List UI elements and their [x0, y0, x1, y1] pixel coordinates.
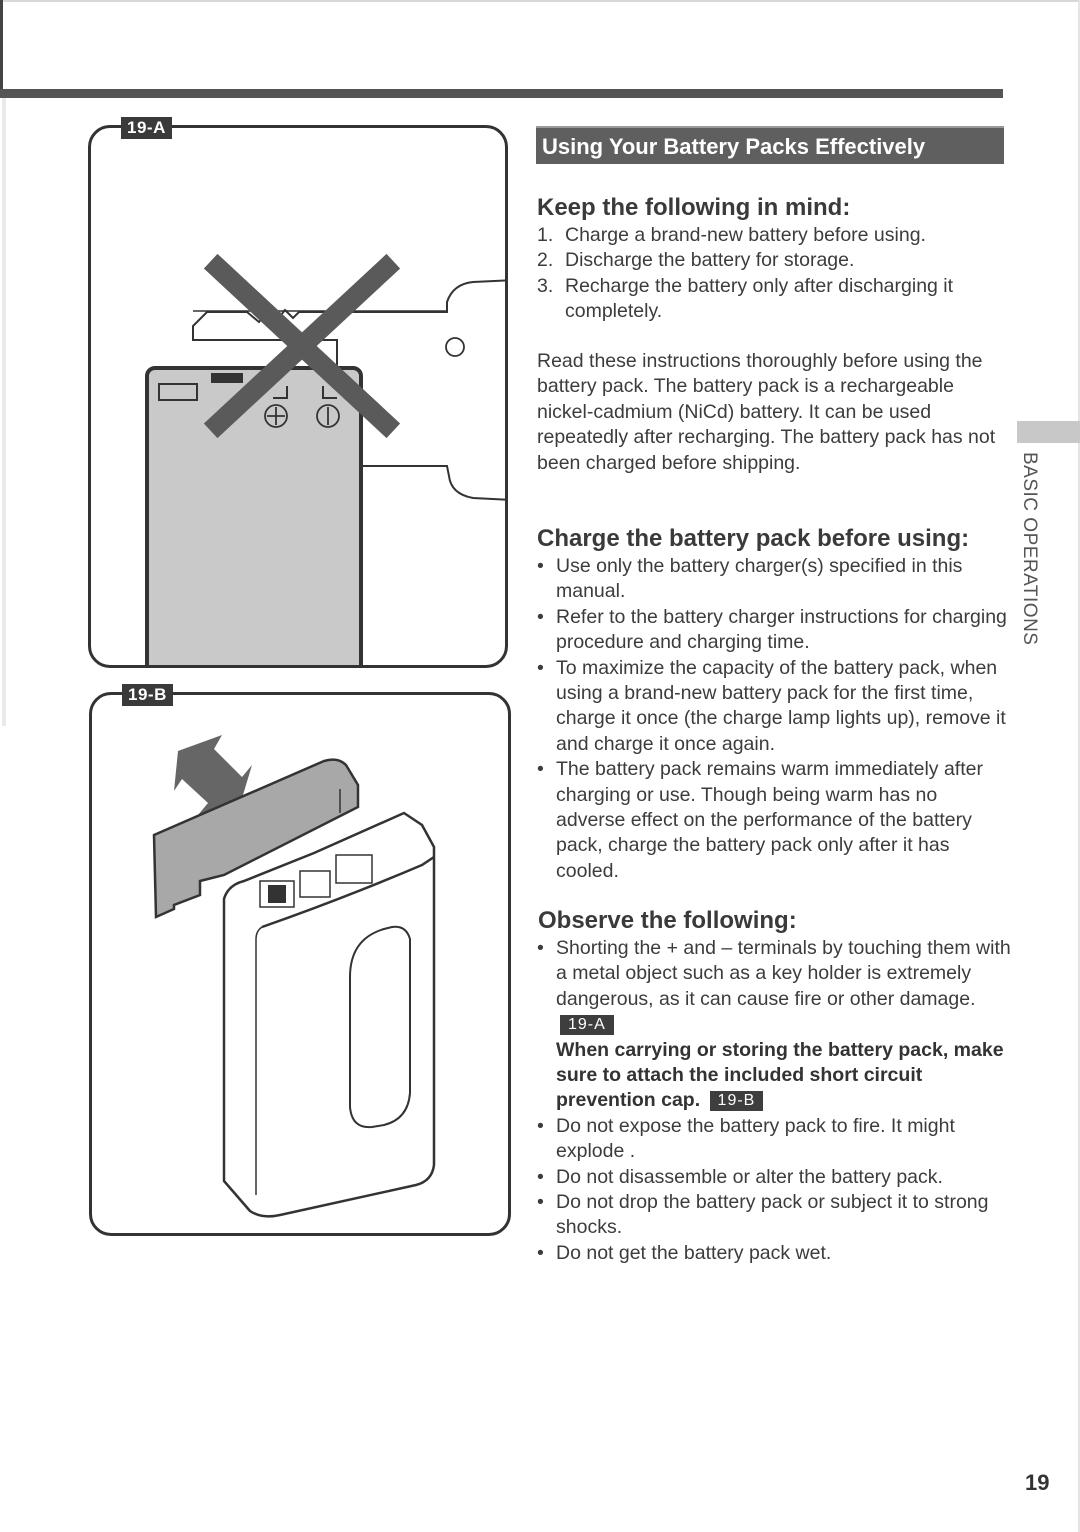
figure-ref-19b: 19-B [710, 1091, 764, 1111]
list-item-text: Use only the battery charger(s) specified in this manual. [556, 555, 963, 603]
list-item-text: Refer to the battery charger instructions for charging procedure and charging time. [556, 605, 1007, 654]
chapter-label: BASIC OPERATIONS [1019, 452, 1040, 646]
list-item [537, 1165, 1012, 1190]
figure-ref-19a: 19-A [560, 1015, 614, 1035]
list-item [537, 1114, 1012, 1165]
list-item [537, 1190, 1012, 1241]
list-number: 3. [537, 274, 554, 297]
figure-19a [88, 125, 508, 668]
list-item [537, 223, 1007, 248]
battery-icon [224, 813, 434, 1216]
list-number: 1. [537, 224, 554, 246]
list-item-text: Discharge the battery for storage. [565, 249, 855, 272]
list-item-text: To maximize the capacity of the battery pack, when using a brand-new battery pack for the first time, charge it once (the charge lamp lights up), remove it and charge it once again. [556, 656, 1006, 755]
bullet: • [537, 656, 544, 679]
header-rule [0, 89, 1003, 98]
bullet: • [537, 605, 544, 628]
list-item [537, 1241, 1012, 1266]
figure-19a-illustration [91, 128, 505, 665]
warning-bold-text: When carrying or storing the battery pack, make sure to attach the included short circuit prevention cap. [556, 1038, 1004, 1112]
list-item-text: Do not get the battery pack wet. [556, 1241, 832, 1264]
page-top-edge [0, 0, 1080, 2]
intro-paragraph: Read these instructions thoroughly before using the battery pack. The battery pack is a rechargeable nickel-cadmium (NiCd) battery. It can be used repeatedly after recharging. The battery pack has not been charged before shipping. [537, 350, 996, 474]
list-item [537, 757, 1007, 884]
figure-label-19b: 19-B [122, 684, 173, 706]
bullet: • [537, 758, 544, 781]
list-item-text: Do not expose the battery pack to fire. It might explode . [556, 1114, 955, 1163]
heading-keep-in-mind: Keep the following in mind: [537, 194, 851, 221]
list-item [537, 605, 1007, 656]
list-item [537, 656, 1007, 758]
figure-19b-illustration [92, 695, 508, 1233]
list-item-text: Recharge the battery only after discharging it completely. [565, 274, 954, 323]
bullet: • [537, 937, 544, 959]
plus-terminal-icon [265, 405, 287, 427]
bullet: • [537, 1191, 544, 1214]
list-item-text: Shorting the + and – terminals by touching them with a metal object such as a key holder is extremely dangerous, as it can cause fire or other damage. [556, 937, 1011, 1010]
observe-list [537, 936, 1012, 1266]
list-item [537, 936, 1012, 1114]
list-item-text: Charge a brand-new battery before using. [565, 224, 926, 246]
list-item-text: Do not disassemble or alter the battery pack. [556, 1165, 943, 1188]
bullet: • [537, 1165, 544, 1188]
list-number: 2. [537, 249, 554, 272]
section-banner: Using Your Battery Packs Effectively [536, 126, 1004, 164]
list-item [537, 248, 1007, 273]
heading-observe-following: Observe the following: [538, 907, 797, 934]
chapter-tab-marker [1017, 421, 1080, 443]
bullet: • [537, 1241, 544, 1264]
heading-charge-before-using: Charge the battery pack before using: [537, 525, 970, 552]
margin-line [2, 98, 6, 726]
bullet: • [537, 555, 544, 577]
list-item-text: The battery pack remains warm immediately after charging or use. Though being warm has no adverse effect on the performance of the battery pack, charge the battery pack only after it has cooled. [556, 758, 983, 882]
list-item-text: Do not drop the battery pack or subject it to strong shocks. [556, 1191, 989, 1239]
list-item [537, 274, 1007, 325]
figure-label-19a: 19-A [121, 117, 172, 139]
figure-19b [89, 692, 511, 1236]
keep-in-mind-list [537, 223, 1007, 325]
charge-list [537, 554, 1007, 884]
page-left-edge [0, 0, 3, 90]
page-number: 19 [1025, 1470, 1050, 1495]
bullet: • [537, 1114, 544, 1137]
list-item [537, 554, 1007, 605]
